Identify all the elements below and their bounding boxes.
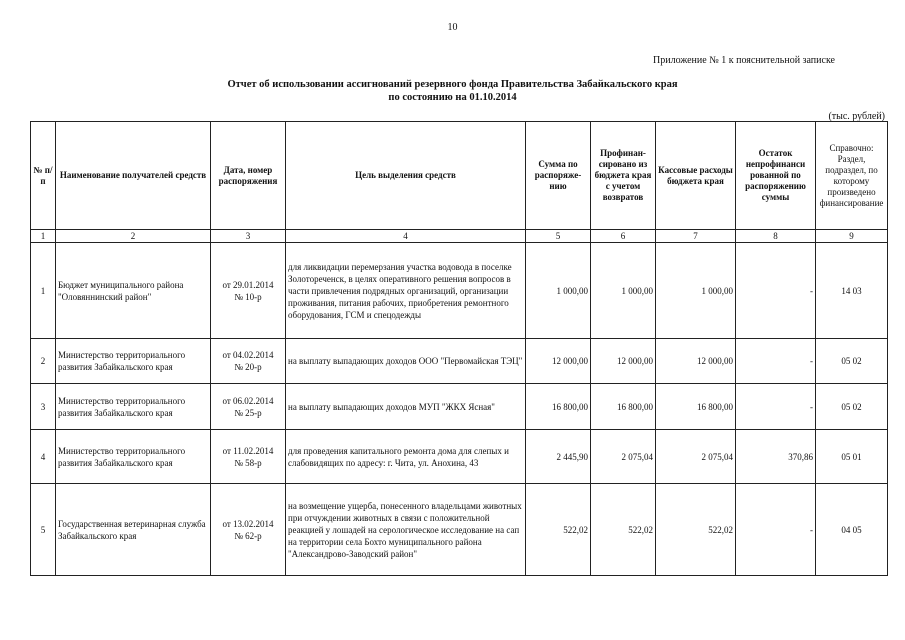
table-row: [31, 384, 888, 430]
budget-section-cell: 05 02: [816, 384, 888, 430]
column-number: 6: [591, 230, 656, 243]
financed-cell: 1 000,00: [591, 243, 656, 339]
order-date: от 13.02.2014: [222, 518, 274, 529]
order-number: № 25-р: [234, 407, 262, 418]
order-date: от 29.01.2014: [222, 279, 274, 290]
table-row: [31, 484, 888, 576]
order-cell: [211, 339, 286, 384]
remainder-cell: -: [736, 243, 816, 339]
financed-cell: 2 075,04: [591, 430, 656, 484]
recipient-cell: Государственная ветеринарная служба Забайкальского края: [56, 484, 211, 576]
purpose-cell: на выплату выпадающих доходов ООО "Первомайская ТЭЦ": [286, 339, 526, 384]
cash-expense-cell: 1 000,00: [656, 243, 736, 339]
amount-cell: 16 800,00: [526, 384, 591, 430]
column-number: 7: [656, 230, 736, 243]
order-cell: [211, 430, 286, 484]
order-date: от 04.02.2014: [222, 350, 274, 360]
row-number: 2: [31, 339, 56, 384]
cash-expense-cell: 16 800,00: [656, 384, 736, 430]
table-row: [31, 243, 888, 339]
cash-expense-cell: 2 075,04: [656, 430, 736, 484]
remainder-cell: -: [736, 484, 816, 576]
table-row: [31, 430, 888, 484]
budget-section-cell: 05 02: [816, 339, 888, 384]
recipient-cell: Министерство территориального развития Забайкальского края: [56, 430, 211, 484]
cash-expense-cell: 522,02: [656, 484, 736, 576]
row-number: 4: [31, 430, 56, 484]
column-number-row: [31, 230, 888, 243]
amount-cell: 522,02: [526, 484, 591, 576]
column-header: Цель выделения средств: [286, 122, 526, 230]
remainder-cell: 370,86: [736, 430, 816, 484]
purpose-cell: для ликвидации перемерзания участка водовода в поселке Золотореченск, в целях оперативного решения вопросов в части привлечения подрядных организаций, организации проживания, питания рабочих, приобретения ремонтного оборудования, ГСМ и спецодежды: [286, 243, 526, 339]
cash-expense-cell: 12 000,00: [656, 339, 736, 384]
order-number: № 10-р: [234, 291, 262, 302]
order-number: № 62-р: [234, 530, 262, 541]
recipient-cell: Министерство территориального развития Забайкальского края: [56, 339, 211, 384]
remainder-cell: -: [736, 339, 816, 384]
appendix-note: Приложение № 1 к пояснительной записке: [653, 55, 835, 66]
column-number: 1: [31, 230, 56, 243]
purpose-cell: на выплату выпадающих доходов МУП "ЖКХ Ясная": [286, 384, 526, 430]
purpose-cell: на возмещение ущерба, понесенного владельцами животных при отчуждении животных в связи с положительной реакцией у лошадей на серологическое исследование на сап на территории села Бохто муниципального района "Александрово-Заводский район": [286, 484, 526, 576]
amount-cell: 12 000,00: [526, 339, 591, 384]
order-date: от 11.02.2014: [222, 445, 274, 456]
table-header-row: [31, 122, 888, 230]
column-header: Справочно: Раздел, подраздел, по которому произведено финансирование: [816, 122, 888, 230]
recipient-cell: Министерство территориального развития Забайкальского края: [56, 384, 211, 430]
order-cell: [211, 384, 286, 430]
report-title: [0, 78, 905, 104]
report-title-line-2: по состоянию на 01.10.2014: [388, 92, 517, 103]
order-cell: [211, 243, 286, 339]
column-number: 3: [211, 230, 286, 243]
report-title-line-1: Отчет об использовании ассигнований резервного фонда Правительства Забайкальского края: [227, 79, 678, 90]
units-note: (тыс. рублей): [828, 111, 885, 122]
budget-section-cell: 04 05: [816, 484, 888, 576]
budget-section-cell: 05 01: [816, 430, 888, 484]
column-header: Наименование получателей средств: [56, 122, 211, 230]
column-number: 4: [286, 230, 526, 243]
purpose-cell: для проведения капитального ремонта дома для слепых и слабовидящих по адресу: г. Чита, ул. Анохина, 43: [286, 430, 526, 484]
column-header: Профинан-сировано из бюджета края с учетом возвратов: [591, 122, 656, 230]
column-number: 5: [526, 230, 591, 243]
table-row: [31, 339, 888, 384]
financed-cell: 522,02: [591, 484, 656, 576]
remainder-cell: -: [736, 384, 816, 430]
row-number: 1: [31, 243, 56, 339]
budget-section-cell: 14 03: [816, 243, 888, 339]
amount-cell: 2 445,90: [526, 430, 591, 484]
amount-cell: 1 000,00: [526, 243, 591, 339]
order-number: № 58-р: [234, 457, 262, 468]
order-number: № 20-р: [234, 362, 262, 372]
column-header: № п/п: [31, 122, 56, 230]
column-header: Остаток непрофинанси рованной по распоряжению суммы: [736, 122, 816, 230]
financed-cell: 12 000,00: [591, 339, 656, 384]
report-table: [30, 121, 888, 576]
column-number: 2: [56, 230, 211, 243]
column-header: Дата, номер распоряжения: [211, 122, 286, 230]
column-header: Сумма по распоряже-нию: [526, 122, 591, 230]
row-number: 5: [31, 484, 56, 576]
order-cell: [211, 484, 286, 576]
page-number: 10: [447, 22, 458, 33]
order-date: от 06.02.2014: [222, 395, 274, 406]
row-number: 3: [31, 384, 56, 430]
column-header: Кассовые расходы бюджета края: [656, 122, 736, 230]
column-number: 9: [816, 230, 888, 243]
column-number: 8: [736, 230, 816, 243]
recipient-cell: Бюджет муниципального района "Оловяннинский район": [56, 243, 211, 339]
financed-cell: 16 800,00: [591, 384, 656, 430]
